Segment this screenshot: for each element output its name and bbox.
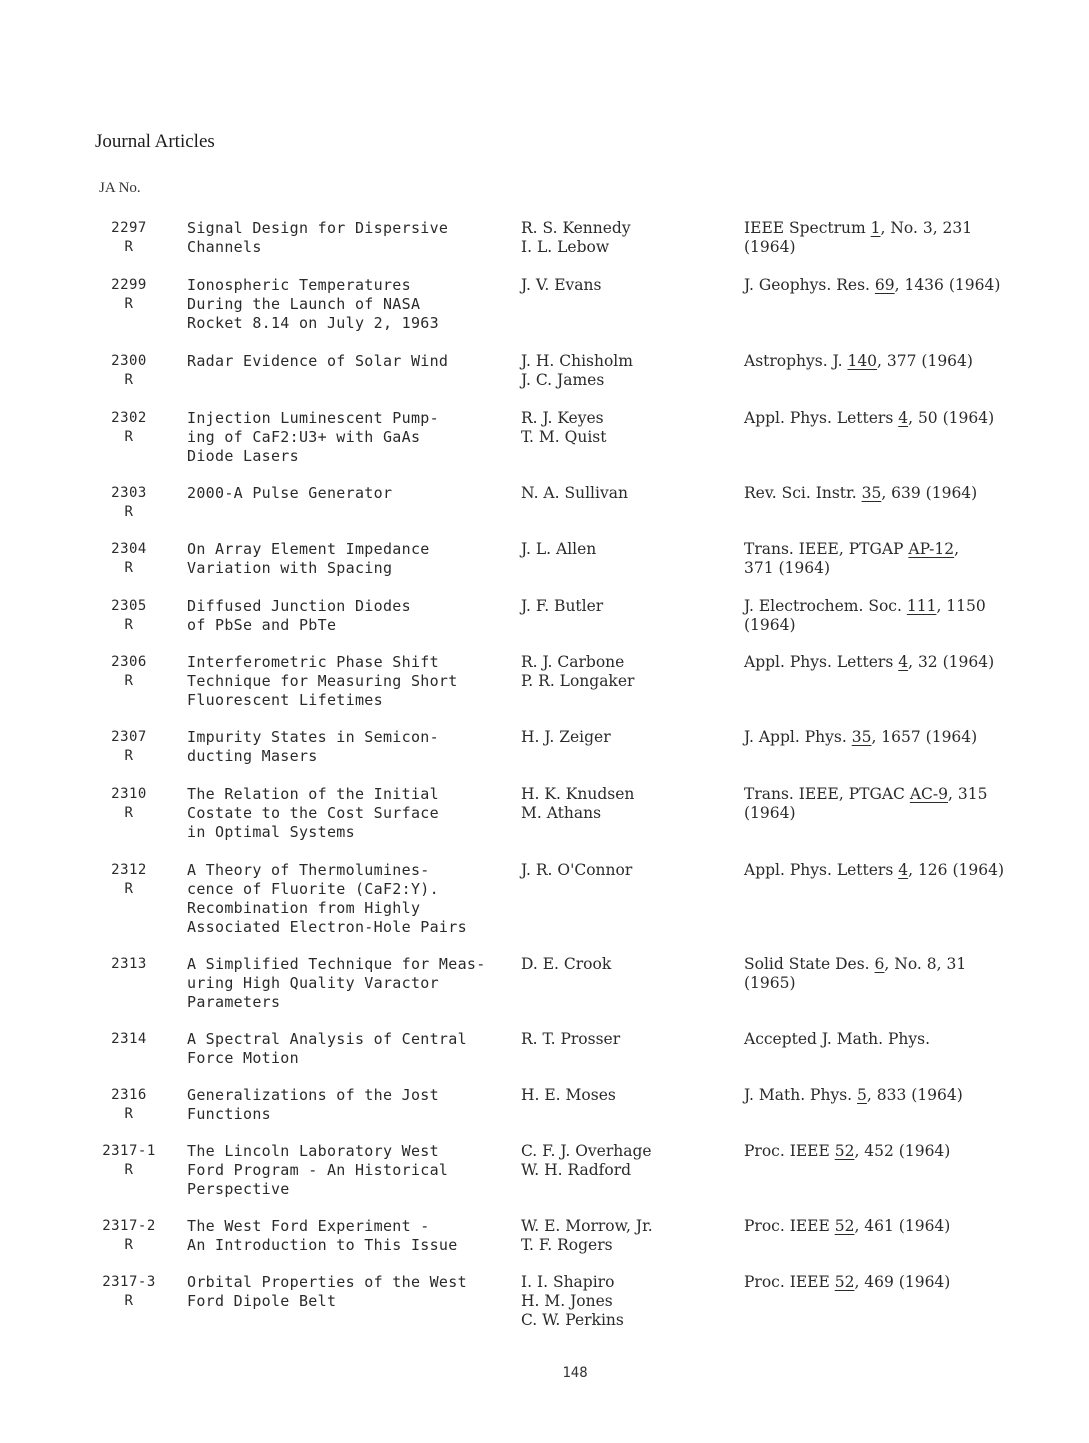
section-heading: Journal Articles <box>95 131 215 152</box>
ja-number: 2313 <box>111 956 147 972</box>
reference-text: , 371 (1964) <box>744 540 960 577</box>
article-authors: D. E. Crook <box>521 955 612 973</box>
article-authors: N. A. Sullivan <box>521 484 628 502</box>
reference-text: , 1657 (1964) <box>871 728 978 746</box>
article-title: Diffused Junction Diodes of PbSe and PbTe <box>187 597 411 634</box>
article-reference <box>744 219 1064 257</box>
reference-text: , No. 8, 31 (1965) <box>744 955 967 992</box>
reference-text: Appl. Phys. Letters <box>744 653 899 671</box>
article-authors: J. R. O'Connor <box>521 861 633 879</box>
reference-text: , 377 (1964) <box>877 352 973 370</box>
page-number: 148 <box>562 1365 588 1381</box>
reference-text: , 639 (1964) <box>881 484 978 502</box>
ja-number: 2317-2 R <box>102 1218 156 1253</box>
article-title: Interferometric Phase Shift Technique for Measuring Short Fluorescent Lifetimes <box>187 653 458 709</box>
article-authors: R. S. Kennedy I. L. Lebow <box>521 219 631 256</box>
article-authors: R. J. Carbone P. R. Longaker <box>521 653 635 690</box>
reference-text: Rev. Sci. Instr. <box>744 484 862 502</box>
ja-number: 2307 R <box>111 729 147 764</box>
article-authors: C. F. J. Overhage W. H. Radford <box>521 1142 652 1179</box>
article-authors: J. F. Butler <box>521 597 604 615</box>
reference-text: Appl. Phys. Letters <box>744 861 899 879</box>
ja-number: 2317-1 R <box>102 1143 156 1178</box>
article-title: The West Ford Experiment - An Introduction to This Issue <box>187 1217 458 1254</box>
reference-text: J. Math. Phys. <box>744 1086 858 1104</box>
article-title: A Theory of Thermolumines- cence of Fluorite (CaF2:Y). Recombination from Highly Associated Electron-Hole Pairs <box>187 861 467 936</box>
article-title: The Relation of the Initial Costate to the Cost Surface in Optimal Systems <box>187 785 439 841</box>
ja-number: 2300 R <box>111 353 147 388</box>
article-reference <box>744 728 1064 747</box>
article-authors: J. V. Evans <box>521 276 602 294</box>
reference-volume: 111 <box>906 597 937 615</box>
article-reference <box>744 1030 1064 1049</box>
article-title: 2000-A Pulse Generator <box>187 484 393 502</box>
reference-text: J. Electrochem. Soc. <box>744 597 907 615</box>
article-reference <box>744 484 1064 503</box>
article-reference <box>744 1086 1064 1105</box>
ja-number: 2304 R <box>111 541 147 576</box>
article-authors: W. E. Morrow, Jr. T. F. Rogers <box>521 1217 653 1254</box>
article-reference <box>744 653 1064 672</box>
reference-text: J. Geophys. Res. <box>744 276 875 294</box>
article-title: A Spectral Analysis of Central Force Motion <box>187 1030 467 1067</box>
reference-text: Solid State Des. <box>744 955 875 973</box>
article-title: Injection Luminescent Pump- ing of CaF2:U3+ with GaAs Diode Lasers <box>187 409 439 465</box>
article-authors: H. K. Knudsen M. Athans <box>521 785 635 822</box>
article-authors: J. H. Chisholm J. C. James <box>521 352 633 389</box>
reference-volume: AC-9 <box>909 785 948 803</box>
article-reference <box>744 955 1064 993</box>
reference-volume: 4 <box>898 653 909 671</box>
article-reference <box>744 1273 1064 1292</box>
column-label: JA No. <box>99 180 141 196</box>
reference-volume: 4 <box>898 861 909 879</box>
ja-number: 2299 R <box>111 277 147 312</box>
reference-text: , 126 (1964) <box>908 861 1004 879</box>
reference-text: , 315 (1964) <box>744 785 988 822</box>
article-title: Orbital Properties of the West Ford Dipole Belt <box>187 1273 467 1310</box>
article-reference <box>744 352 1064 371</box>
ja-number: 2317-3 R <box>102 1274 156 1309</box>
ja-number: 2310 R <box>111 786 147 821</box>
reference-text: Appl. Phys. Letters <box>744 409 899 427</box>
reference-volume: 69 <box>874 276 895 294</box>
article-reference <box>744 597 1064 635</box>
article-authors: J. L. Allen <box>521 540 597 558</box>
article-title: Generalizations of the Jost Functions <box>187 1086 439 1123</box>
article-authors: I. I. Shapiro H. M. Jones C. W. Perkins <box>521 1273 624 1329</box>
article-title: Ionospheric Temperatures During the Launch of NASA Rocket 8.14 on July 2, 1963 <box>187 276 439 332</box>
reference-volume: 52 <box>834 1217 855 1235</box>
reference-text: J. Appl. Phys. <box>744 728 852 746</box>
reference-text: , 1436 (1964) <box>894 276 1001 294</box>
reference-text: , 452 (1964) <box>854 1142 951 1160</box>
reference-text: IEEE Spectrum <box>744 219 871 237</box>
article-authors: H. E. Moses <box>521 1086 616 1104</box>
ja-number: 2316 R <box>111 1087 147 1122</box>
reference-volume: 6 <box>874 955 885 973</box>
reference-volume: 52 <box>834 1142 855 1160</box>
reference-text: Proc. IEEE <box>744 1273 835 1291</box>
ja-number: 2314 <box>111 1031 147 1047</box>
reference-text: , 1150 (1964) <box>744 597 986 634</box>
article-reference <box>744 409 1064 428</box>
article-reference <box>744 540 1064 578</box>
article-reference <box>744 1217 1064 1236</box>
article-title: Signal Design for Dispersive Channels <box>187 219 449 256</box>
reference-text: , No. 3, 231 (1964) <box>744 219 973 256</box>
article-reference <box>744 785 1064 823</box>
article-authors: R. T. Prosser <box>521 1030 621 1048</box>
ja-number: 2297 R <box>111 220 147 255</box>
reference-text: , 469 (1964) <box>854 1273 951 1291</box>
ja-number: 2303 R <box>111 485 147 520</box>
article-authors: R. J. Keyes T. M. Quist <box>521 409 607 446</box>
article-title: Impurity States in Semicon- ducting Masers <box>187 728 439 765</box>
reference-volume: 35 <box>851 728 872 746</box>
reference-text: Accepted J. Math. Phys. <box>744 1030 930 1048</box>
ja-number: 2302 R <box>111 410 147 445</box>
article-title: Radar Evidence of Solar Wind <box>187 352 449 370</box>
reference-text: Trans. IEEE, PTGAP <box>744 540 909 558</box>
reference-text: Proc. IEEE <box>744 1142 835 1160</box>
article-title: A Simplified Technique for Meas- uring High Quality Varactor Parameters <box>187 955 486 1011</box>
reference-text: , 32 (1964) <box>908 653 995 671</box>
article-reference <box>744 276 1064 295</box>
reference-volume: 5 <box>857 1086 867 1104</box>
ja-number: 2306 R <box>111 654 147 689</box>
ja-number: 2312 R <box>111 862 147 897</box>
reference-text: , 833 (1964) <box>866 1086 963 1104</box>
reference-text: Astrophys. J. <box>744 352 848 370</box>
reference-volume: 52 <box>834 1273 855 1291</box>
reference-text: , 461 (1964) <box>854 1217 951 1235</box>
reference-volume: AP-12 <box>908 540 955 558</box>
reference-text: Trans. IEEE, PTGAC <box>744 785 910 803</box>
reference-volume: 4 <box>898 409 909 427</box>
reference-text: , 50 (1964) <box>908 409 995 427</box>
article-reference <box>744 861 1064 880</box>
article-reference <box>744 1142 1064 1161</box>
reference-volume: 1 <box>870 219 881 237</box>
article-authors: H. J. Zeiger <box>521 728 611 746</box>
article-title: The Lincoln Laboratory West Ford Program - An Historical Perspective <box>187 1142 449 1198</box>
ja-number: 2305 R <box>111 598 147 633</box>
reference-volume: 35 <box>861 484 882 502</box>
reference-volume: 140 <box>847 352 878 370</box>
article-title: On Array Element Impedance Variation with Spacing <box>187 540 430 577</box>
reference-text: Proc. IEEE <box>744 1217 835 1235</box>
